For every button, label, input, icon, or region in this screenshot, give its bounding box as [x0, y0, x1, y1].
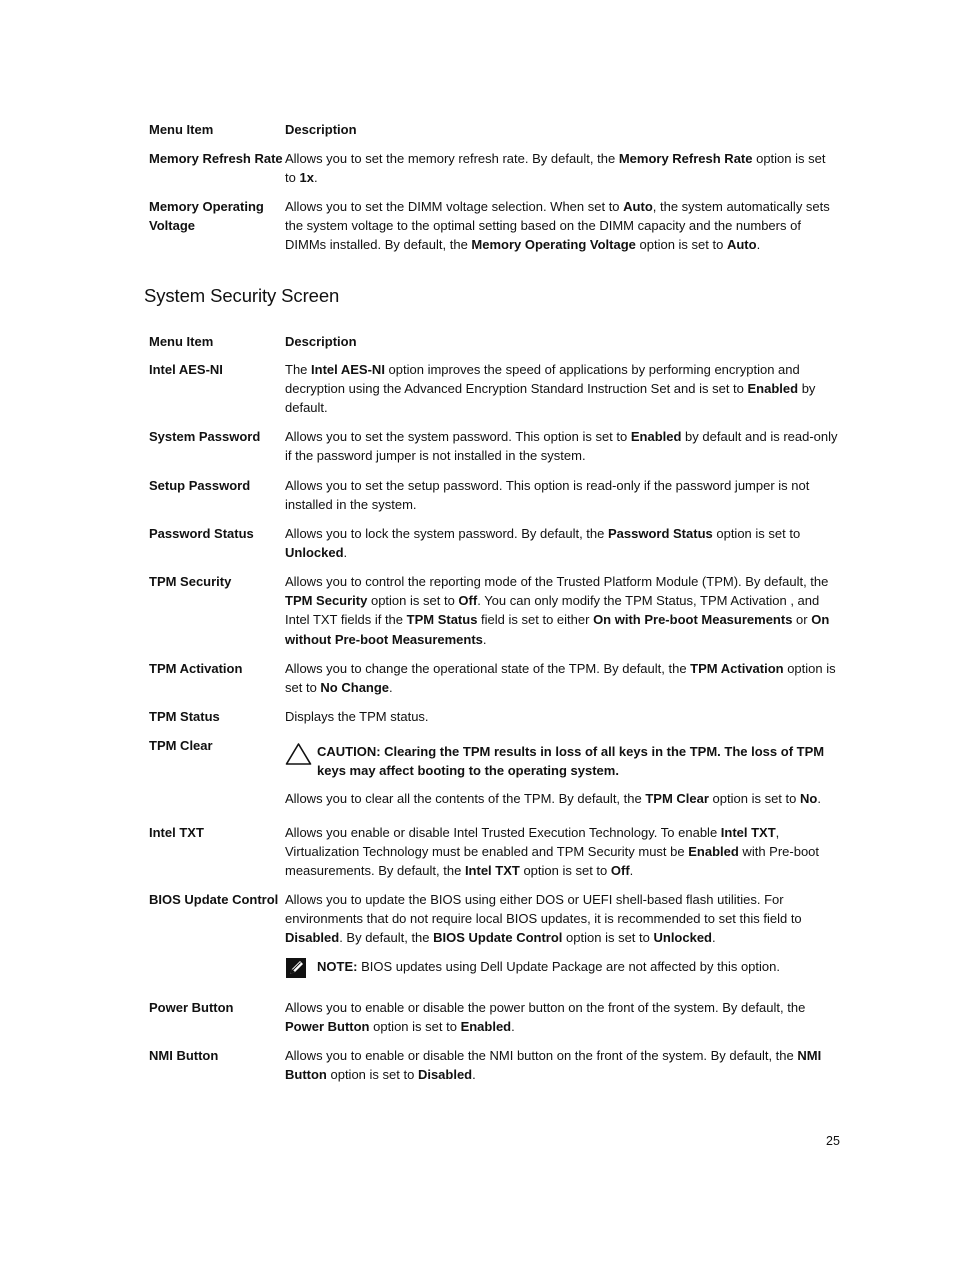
note-callout [285, 957, 839, 984]
menu-item-name: TPM Status [149, 709, 220, 724]
table-row [149, 149, 839, 197]
menu-item-description: Displays the TPM status. [285, 709, 429, 724]
menu-item-description: CAUTION: Clearing the TPM results in loss of all keys in the TPM. The loss of TPM keys may affect booting to the operating system. Allows you to clear all the contents of the TPM. By default, the TPM Clear option is set to No. [285, 736, 839, 823]
menu-item-description: Allows you to set the setup password. This option is read-only if the password jumper is not installed in the system. [285, 478, 810, 513]
menu-item-name: Password Status [149, 526, 254, 541]
table-row [149, 998, 839, 1046]
menu-item-description: Allows you to control the reporting mode of the Trusted Platform Module (TPM). By default, the TPM Security option is set to Off. You can only modify the TPM Status, TPM Activation , and Intel TXT fields if the TPM Status field is set to either On with Pre-boot Measurements or On without Pre-boot Measurements. [285, 574, 830, 647]
caution-callout [285, 742, 839, 780]
menu-item-name: BIOS Update Control [149, 892, 279, 907]
table-row [149, 659, 839, 707]
header-description: Description [285, 334, 357, 349]
menu-item-name: Memory Operating Voltage [149, 199, 264, 234]
menu-item-name: Setup Password [149, 478, 251, 493]
menu-item-description: Allows you to enable or disable the power button on the front of the system. By default, the Power Button option is set to Enabled. [285, 1000, 806, 1035]
menu-item-name: NMI Button [149, 1048, 219, 1063]
table-header [149, 120, 839, 149]
menu-item-description: Allows you to update the BIOS using either DOS or UEFI shell-based flash utilities. For environments that do not require local BIOS updates, it is recommended to set this field to Disabled. By default, the BIOS Update Control option is set to Unlocked. NOTE: BIOS updates using Dell Update Package are not affected by this option. [285, 890, 839, 998]
menu-item-name: TPM Activation [149, 661, 243, 676]
menu-item-name: System Password [149, 429, 261, 444]
table-row [149, 890, 839, 998]
menu-item-name: TPM Clear [149, 738, 213, 753]
table-row [149, 572, 839, 659]
caution-triangle-icon [285, 742, 317, 771]
table-row [149, 736, 839, 823]
page-number: 25 [826, 1134, 840, 1148]
note-text: NOTE: BIOS updates using Dell Update Package are not affected by this option. [317, 958, 780, 974]
memory-settings-table [149, 120, 839, 264]
menu-item-name: TPM Security [149, 574, 232, 589]
table-row [149, 1046, 839, 1094]
menu-item-description: Allows you to set the DIMM voltage selection. When set to Auto, the system automatically sets the system voltage to the optimal setting based on the DIMM capacity and the numbers of DIMMs installed. By default, the Memory Operating Voltage option is set to Auto. [285, 199, 830, 253]
menu-item-description: Allows you enable or disable Intel Trusted Execution Technology. To enable Intel TXT, Virtualization Technology must be enabled and TPM Security must be Enabled with Pre-boot measurements. By default, the Intel TXT option is set to Off. [285, 825, 820, 879]
header-menu-item: Menu Item [149, 122, 214, 137]
menu-item-name: Power Button [149, 1000, 234, 1015]
menu-item-description: Allows you to set the memory refresh rate. By default, the Memory Refresh Rate option is set to 1x. [285, 151, 826, 186]
table-header [149, 332, 839, 360]
note-pencil-icon [285, 957, 317, 984]
menu-item-description: Allows you to change the operational state of the TPM. By default, the TPM Activation option is set to No Change. [285, 661, 836, 696]
header-menu-item: Menu Item [149, 334, 214, 349]
table-row [149, 476, 839, 524]
section-title: System Security Screen [144, 285, 340, 306]
table-row [149, 707, 839, 736]
menu-item-name: Memory Refresh Rate [149, 151, 283, 166]
table-row [149, 427, 839, 476]
menu-item-name: Intel AES-NI [149, 362, 223, 377]
table-row [149, 524, 839, 572]
menu-item-description: Allows you to enable or disable the NMI button on the front of the system. By default, the NMI Button option is set to Disabled. [285, 1048, 822, 1083]
table-row [149, 823, 839, 890]
system-security-table [149, 332, 839, 1094]
header-description: Description [285, 122, 357, 137]
menu-item-description: Allows you to lock the system password. By default, the Password Status option is set to Unlocked. [285, 526, 801, 561]
table-row [149, 197, 839, 264]
caution-text: CAUTION: Clearing the TPM results in loss of all keys in the TPM. The loss of TPM keys may affect booting to the operating system. [317, 744, 825, 779]
table-row [149, 360, 839, 427]
menu-item-name: Intel TXT [149, 825, 204, 840]
menu-item-description: The Intel AES-NI option improves the speed of applications by performing encryption and decryption using the Advanced Encryption Standard Instruction Set and is set to Enabled by default. [285, 362, 816, 416]
menu-item-description: Allows you to set the system password. This option is set to Enabled by default and is read-only if the password jumper is not installed in the system. [285, 429, 838, 464]
